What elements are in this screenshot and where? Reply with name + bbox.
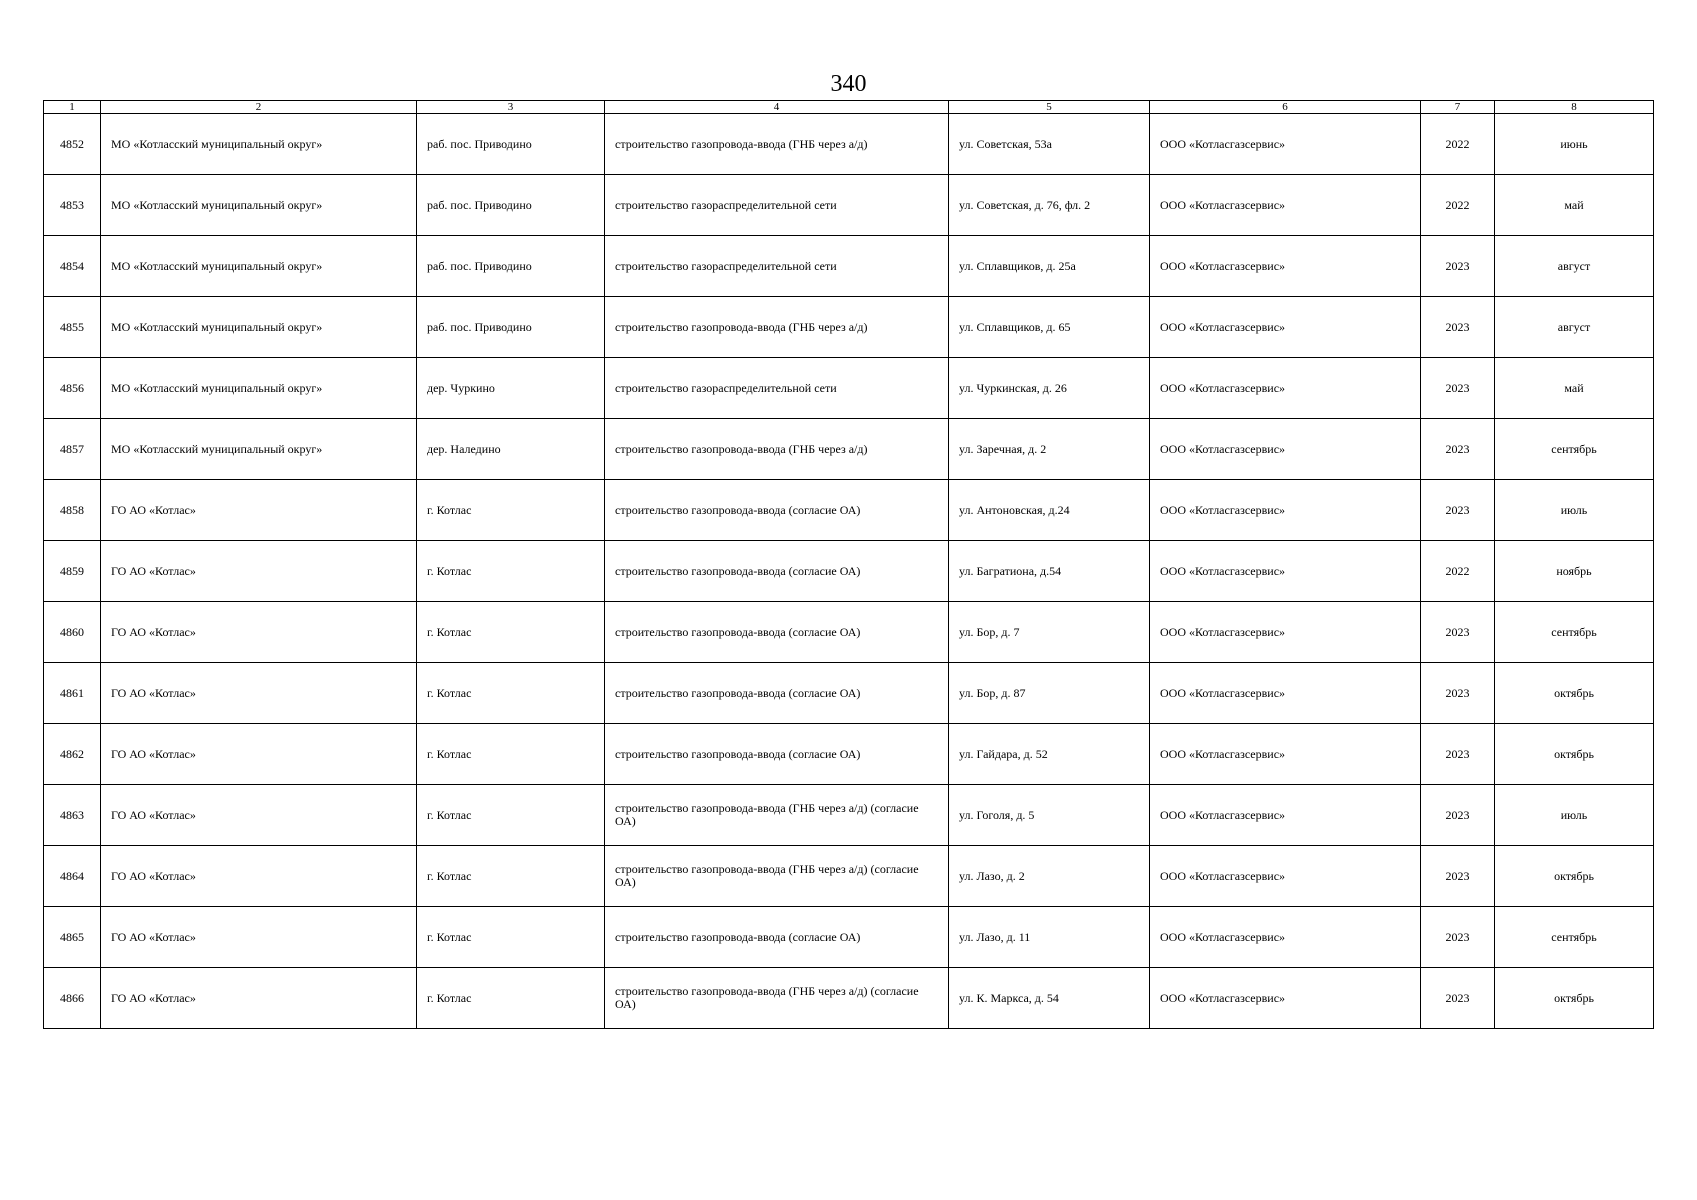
table-row: [44, 663, 1654, 724]
month-cell: май: [1495, 175, 1654, 236]
operator-cell: ООО «Котласгазсервис»: [1150, 907, 1421, 968]
address-cell: ул. Советская, 53а: [949, 114, 1150, 175]
year-cell: 2023: [1421, 724, 1495, 785]
month-cell: август: [1495, 236, 1654, 297]
operator-cell: ООО «Котласгазсервис»: [1150, 541, 1421, 602]
municipality-cell: ГО АО «Котлас»: [101, 846, 417, 907]
table-row: [44, 541, 1654, 602]
month-cell: октябрь: [1495, 846, 1654, 907]
work-type-cell: строительство газораспределительной сети: [605, 175, 949, 236]
month-cell: сентябрь: [1495, 907, 1654, 968]
settlement-cell: г. Котлас: [417, 480, 605, 541]
municipality-cell: ГО АО «Котлас»: [101, 968, 417, 1029]
municipality-cell: МО «Котласский муниципальный округ»: [101, 297, 417, 358]
operator-cell: ООО «Котласгазсервис»: [1150, 175, 1421, 236]
operator-cell: ООО «Котласгазсервис»: [1150, 846, 1421, 907]
work-type-cell: строительство газопровода-ввода (ГНБ через а/д) (согласие ОА): [605, 785, 949, 846]
municipality-cell: МО «Котласский муниципальный округ»: [101, 236, 417, 297]
table-row: [44, 846, 1654, 907]
row-number-cell: 4856: [44, 358, 101, 419]
municipality-cell: ГО АО «Котлас»: [101, 724, 417, 785]
settlement-cell: раб. пос. Приводино: [417, 114, 605, 175]
year-cell: 2023: [1421, 663, 1495, 724]
operator-cell: ООО «Котласгазсервис»: [1150, 419, 1421, 480]
settlement-cell: раб. пос. Приводино: [417, 236, 605, 297]
operator-cell: ООО «Котласгазсервис»: [1150, 480, 1421, 541]
year-cell: 2023: [1421, 602, 1495, 663]
address-cell: ул. Заречная, д. 2: [949, 419, 1150, 480]
year-cell: 2023: [1421, 968, 1495, 1029]
table-row: [44, 785, 1654, 846]
address-cell: ул. Бор, д. 87: [949, 663, 1150, 724]
work-type-cell: строительство газопровода-ввода (согласие ОА): [605, 602, 949, 663]
table-row: [44, 297, 1654, 358]
settlement-cell: г. Котлас: [417, 968, 605, 1029]
work-type-cell: строительство газопровода-ввода (ГНБ через а/д): [605, 114, 949, 175]
work-type-cell: строительство газопровода-ввода (согласие ОА): [605, 907, 949, 968]
work-type-cell: строительство газораспределительной сети: [605, 236, 949, 297]
settlement-cell: г. Котлас: [417, 907, 605, 968]
municipality-cell: МО «Котласский муниципальный округ»: [101, 419, 417, 480]
table-row: [44, 236, 1654, 297]
row-number-cell: 4860: [44, 602, 101, 663]
page-number: 340: [830, 71, 867, 97]
column-header: 2: [101, 101, 417, 114]
work-type-cell: строительство газораспределительной сети: [605, 358, 949, 419]
row-number-cell: 4861: [44, 663, 101, 724]
operator-cell: ООО «Котласгазсервис»: [1150, 297, 1421, 358]
operator-cell: ООО «Котласгазсервис»: [1150, 968, 1421, 1029]
table-row: [44, 114, 1654, 175]
address-cell: ул. Сплавщиков, д. 65: [949, 297, 1150, 358]
operator-cell: ООО «Котласгазсервис»: [1150, 114, 1421, 175]
month-cell: ноябрь: [1495, 541, 1654, 602]
municipality-cell: ГО АО «Котлас»: [101, 480, 417, 541]
column-header: 5: [949, 101, 1150, 114]
table-row: [44, 602, 1654, 663]
row-number-cell: 4864: [44, 846, 101, 907]
settlement-cell: г. Котлас: [417, 846, 605, 907]
work-type-cell: строительство газопровода-ввода (ГНБ через а/д): [605, 419, 949, 480]
work-type-cell: строительство газопровода-ввода (согласие ОА): [605, 541, 949, 602]
settlement-cell: дер. Чуркино: [417, 358, 605, 419]
settlement-cell: г. Котлас: [417, 602, 605, 663]
settlement-cell: раб. пос. Приводино: [417, 175, 605, 236]
row-number-cell: 4853: [44, 175, 101, 236]
settlement-cell: дер. Наледино: [417, 419, 605, 480]
table-row: [44, 724, 1654, 785]
year-cell: 2023: [1421, 480, 1495, 541]
work-type-cell: строительство газопровода-ввода (согласие ОА): [605, 724, 949, 785]
column-header: 7: [1421, 101, 1495, 114]
address-cell: ул. Бор, д. 7: [949, 602, 1150, 663]
column-header: 8: [1495, 101, 1654, 114]
municipality-cell: ГО АО «Котлас»: [101, 541, 417, 602]
month-cell: июль: [1495, 480, 1654, 541]
municipality-cell: ГО АО «Котлас»: [101, 602, 417, 663]
municipality-cell: ГО АО «Котлас»: [101, 663, 417, 724]
year-cell: 2023: [1421, 297, 1495, 358]
address-cell: ул. Лазо, д. 2: [949, 846, 1150, 907]
month-cell: сентябрь: [1495, 602, 1654, 663]
year-cell: 2023: [1421, 785, 1495, 846]
column-header: 4: [605, 101, 949, 114]
year-cell: 2023: [1421, 236, 1495, 297]
operator-cell: ООО «Котласгазсервис»: [1150, 663, 1421, 724]
row-number-cell: 4858: [44, 480, 101, 541]
municipality-cell: МО «Котласский муниципальный округ»: [101, 175, 417, 236]
settlement-cell: г. Котлас: [417, 724, 605, 785]
column-header: 1: [44, 101, 101, 114]
row-number-cell: 4865: [44, 907, 101, 968]
address-cell: ул. Лазо, д. 11: [949, 907, 1150, 968]
table-row: [44, 419, 1654, 480]
month-cell: август: [1495, 297, 1654, 358]
month-cell: июнь: [1495, 114, 1654, 175]
municipality-cell: ГО АО «Котлас»: [101, 907, 417, 968]
schedule-table: [43, 100, 1654, 1029]
row-number-cell: 4859: [44, 541, 101, 602]
column-header: 3: [417, 101, 605, 114]
year-cell: 2023: [1421, 358, 1495, 419]
month-cell: октябрь: [1495, 968, 1654, 1029]
table-row: [44, 907, 1654, 968]
operator-cell: ООО «Котласгазсервис»: [1150, 724, 1421, 785]
settlement-cell: раб. пос. Приводино: [417, 297, 605, 358]
row-number-cell: 4855: [44, 297, 101, 358]
column-number-row: [44, 101, 1654, 114]
municipality-cell: ГО АО «Котлас»: [101, 785, 417, 846]
row-number-cell: 4866: [44, 968, 101, 1029]
row-number-cell: 4857: [44, 419, 101, 480]
address-cell: ул. Багратиона, д.54: [949, 541, 1150, 602]
table-row: [44, 175, 1654, 236]
row-number-cell: 4862: [44, 724, 101, 785]
year-cell: 2022: [1421, 175, 1495, 236]
address-cell: ул. Чуркинская, д. 26: [949, 358, 1150, 419]
table-row: [44, 358, 1654, 419]
work-type-cell: строительство газопровода-ввода (ГНБ через а/д) (согласие ОА): [605, 846, 949, 907]
operator-cell: ООО «Котласгазсервис»: [1150, 236, 1421, 297]
settlement-cell: г. Котлас: [417, 541, 605, 602]
operator-cell: ООО «Котласгазсервис»: [1150, 358, 1421, 419]
address-cell: ул. Гайдара, д. 52: [949, 724, 1150, 785]
municipality-cell: МО «Котласский муниципальный округ»: [101, 114, 417, 175]
column-header: 6: [1150, 101, 1421, 114]
year-cell: 2022: [1421, 114, 1495, 175]
month-cell: октябрь: [1495, 663, 1654, 724]
table-row: [44, 480, 1654, 541]
address-cell: ул. Антоновская, д.24: [949, 480, 1150, 541]
month-cell: октябрь: [1495, 724, 1654, 785]
work-type-cell: строительство газопровода-ввода (согласие ОА): [605, 480, 949, 541]
address-cell: ул. К. Маркса, д. 54: [949, 968, 1150, 1029]
work-type-cell: строительство газопровода-ввода (ГНБ через а/д) (согласие ОА): [605, 968, 949, 1029]
month-cell: сентябрь: [1495, 419, 1654, 480]
address-cell: ул. Гоголя, д. 5: [949, 785, 1150, 846]
row-number-cell: 4852: [44, 114, 101, 175]
year-cell: 2023: [1421, 419, 1495, 480]
row-number-cell: 4854: [44, 236, 101, 297]
address-cell: ул. Советская, д. 76, фл. 2: [949, 175, 1150, 236]
municipality-cell: МО «Котласский муниципальный округ»: [101, 358, 417, 419]
table-row: [44, 968, 1654, 1029]
address-cell: ул. Сплавщиков, д. 25а: [949, 236, 1150, 297]
work-type-cell: строительство газопровода-ввода (ГНБ через а/д): [605, 297, 949, 358]
year-cell: 2023: [1421, 907, 1495, 968]
row-number-cell: 4863: [44, 785, 101, 846]
month-cell: июль: [1495, 785, 1654, 846]
operator-cell: ООО «Котласгазсервис»: [1150, 602, 1421, 663]
month-cell: май: [1495, 358, 1654, 419]
work-type-cell: строительство газопровода-ввода (согласие ОА): [605, 663, 949, 724]
year-cell: 2022: [1421, 541, 1495, 602]
year-cell: 2023: [1421, 846, 1495, 907]
settlement-cell: г. Котлас: [417, 663, 605, 724]
settlement-cell: г. Котлас: [417, 785, 605, 846]
operator-cell: ООО «Котласгазсервис»: [1150, 785, 1421, 846]
